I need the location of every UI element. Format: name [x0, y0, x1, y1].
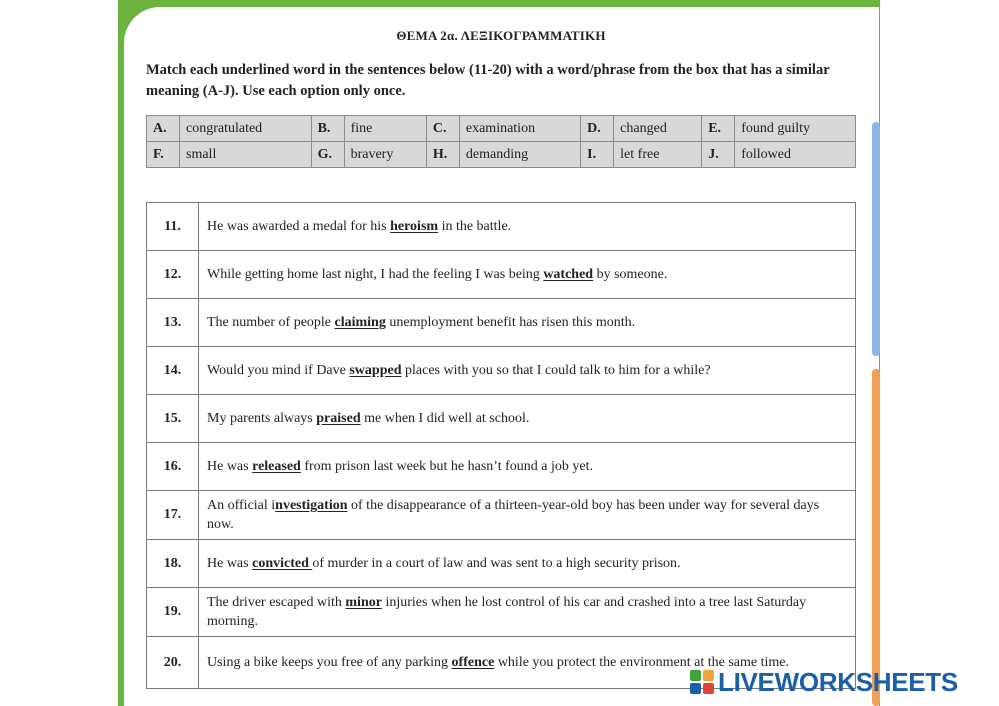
option-text: examination: [459, 116, 580, 142]
sentence-text: injuries when he lost control of his car and crashed into a tree last Saturday morning.: [207, 595, 807, 629]
word-box: [146, 115, 856, 168]
word-box-row: [147, 116, 856, 142]
option-letter: E.: [702, 116, 735, 142]
option-text: found guilty: [735, 116, 856, 142]
question-sentence: [199, 588, 856, 637]
option-letter: C.: [426, 116, 459, 142]
sentence-text: unemployment benefit has risen this month.: [385, 315, 636, 330]
exercise-heading: ΘΕΜΑ 2α. ΛΕΞΙΚΟΓΡΑΜΜΑΤΙΚΗ: [396, 28, 606, 43]
underlined-word: minor: [345, 595, 382, 610]
question-sentence: [199, 395, 856, 443]
option-text: let free: [614, 142, 702, 168]
underlined-word: praised: [316, 411, 361, 426]
underlined-word: nvestigation: [275, 498, 348, 513]
question-row: [147, 203, 856, 251]
option-text: fine: [344, 116, 426, 142]
question-number: 16.: [147, 443, 199, 491]
liveworksheets-logo-text: LIVEWORKSHEETS: [718, 666, 958, 697]
option-text: congratulated: [180, 116, 312, 142]
question-sentence: [199, 443, 856, 491]
option-letter: I.: [581, 142, 614, 168]
sentence-text: in the battle.: [438, 219, 512, 234]
sentence-text: Using a bike keeps you free of any parking: [207, 655, 452, 670]
word-box-row: [147, 142, 856, 168]
sentence-text: me when I did well at school.: [360, 411, 530, 426]
option-text: demanding: [459, 142, 580, 168]
question-number: 13.: [147, 299, 199, 347]
sentence-text: of the disappearance of a thirteen-year-old boy has been under way for several days now.: [207, 498, 820, 532]
question-sentence: [199, 299, 856, 347]
option-text: followed: [735, 142, 856, 168]
question-row: [147, 251, 856, 299]
question-sentence: [199, 251, 856, 299]
sentence-text: He was: [207, 556, 253, 571]
sentence-text: He was awarded a medal for his: [207, 219, 391, 234]
question-number: 15.: [147, 395, 199, 443]
option-letter: H.: [426, 142, 459, 168]
sentence-text: by someone.: [593, 267, 668, 282]
question-row: [147, 540, 856, 588]
question-number: 18.: [147, 540, 199, 588]
sentence-text: Would you mind if Dave: [207, 363, 350, 378]
logo-square: [703, 683, 714, 694]
question-number: 12.: [147, 251, 199, 299]
scroll-rail-blue: [872, 122, 880, 356]
option-letter: F.: [147, 142, 180, 168]
question-row: [147, 588, 856, 637]
option-text: bravery: [344, 142, 426, 168]
option-text: small: [180, 142, 312, 168]
question-number: 20.: [147, 637, 199, 689]
underlined-word: convicted: [252, 556, 313, 571]
sentence-text: of murder in a court of law and was sent to a high security prison.: [312, 556, 681, 571]
question-number: 11.: [147, 203, 199, 251]
underlined-word: heroism: [390, 219, 439, 234]
logo-square: [690, 683, 701, 694]
liveworksheets-logo: [690, 668, 958, 696]
question-sentence: [199, 203, 856, 251]
sentence-text: while you protect the environment at the same time.: [494, 655, 790, 670]
sentence-text: The driver escaped with: [207, 595, 346, 610]
question-row: [147, 299, 856, 347]
sentence-text: My parents always: [207, 411, 317, 426]
option-letter: D.: [581, 116, 614, 142]
exercise-instructions: Match each underlined word in the sentences below (11-20) with a word/phrase from the box that has a similar meaning (A-J). Use each option only once.: [146, 62, 830, 99]
question-sentence: [199, 540, 856, 588]
underlined-word: offence: [451, 655, 495, 670]
question-sentence: [199, 347, 856, 395]
option-letter: B.: [311, 116, 344, 142]
underlined-word: claiming: [334, 315, 386, 330]
sentence-text: The number of people: [207, 315, 335, 330]
option-letter: J.: [702, 142, 735, 168]
option-text: changed: [614, 116, 702, 142]
underlined-word: swapped: [349, 363, 402, 378]
question-row: [147, 443, 856, 491]
option-letter: G.: [311, 142, 344, 168]
scroll-rail-orange: [872, 369, 880, 706]
question-row: [147, 347, 856, 395]
logo-square: [690, 670, 701, 681]
liveworksheets-logo-icon: [690, 670, 714, 694]
option-letter: A.: [147, 116, 180, 142]
underlined-word: watched: [543, 267, 594, 282]
question-number: 14.: [147, 347, 199, 395]
question-row: [147, 491, 856, 540]
question-number: 17.: [147, 491, 199, 540]
sentence-text: from prison last week but he hasn’t found a job yet.: [300, 459, 593, 474]
underlined-word: released: [252, 459, 301, 474]
sentence-text: An official i: [207, 498, 276, 513]
sentence-text: He was: [207, 459, 253, 474]
sentence-text: While getting home last night, I had the feeling I was being: [207, 267, 544, 282]
question-sentence: [199, 491, 856, 540]
question-row: [147, 395, 856, 443]
sentence-text: places with you so that I could talk to him for a while?: [401, 363, 711, 378]
logo-square: [703, 670, 714, 681]
question-number: 19.: [147, 588, 199, 637]
questions-table: [146, 202, 856, 689]
